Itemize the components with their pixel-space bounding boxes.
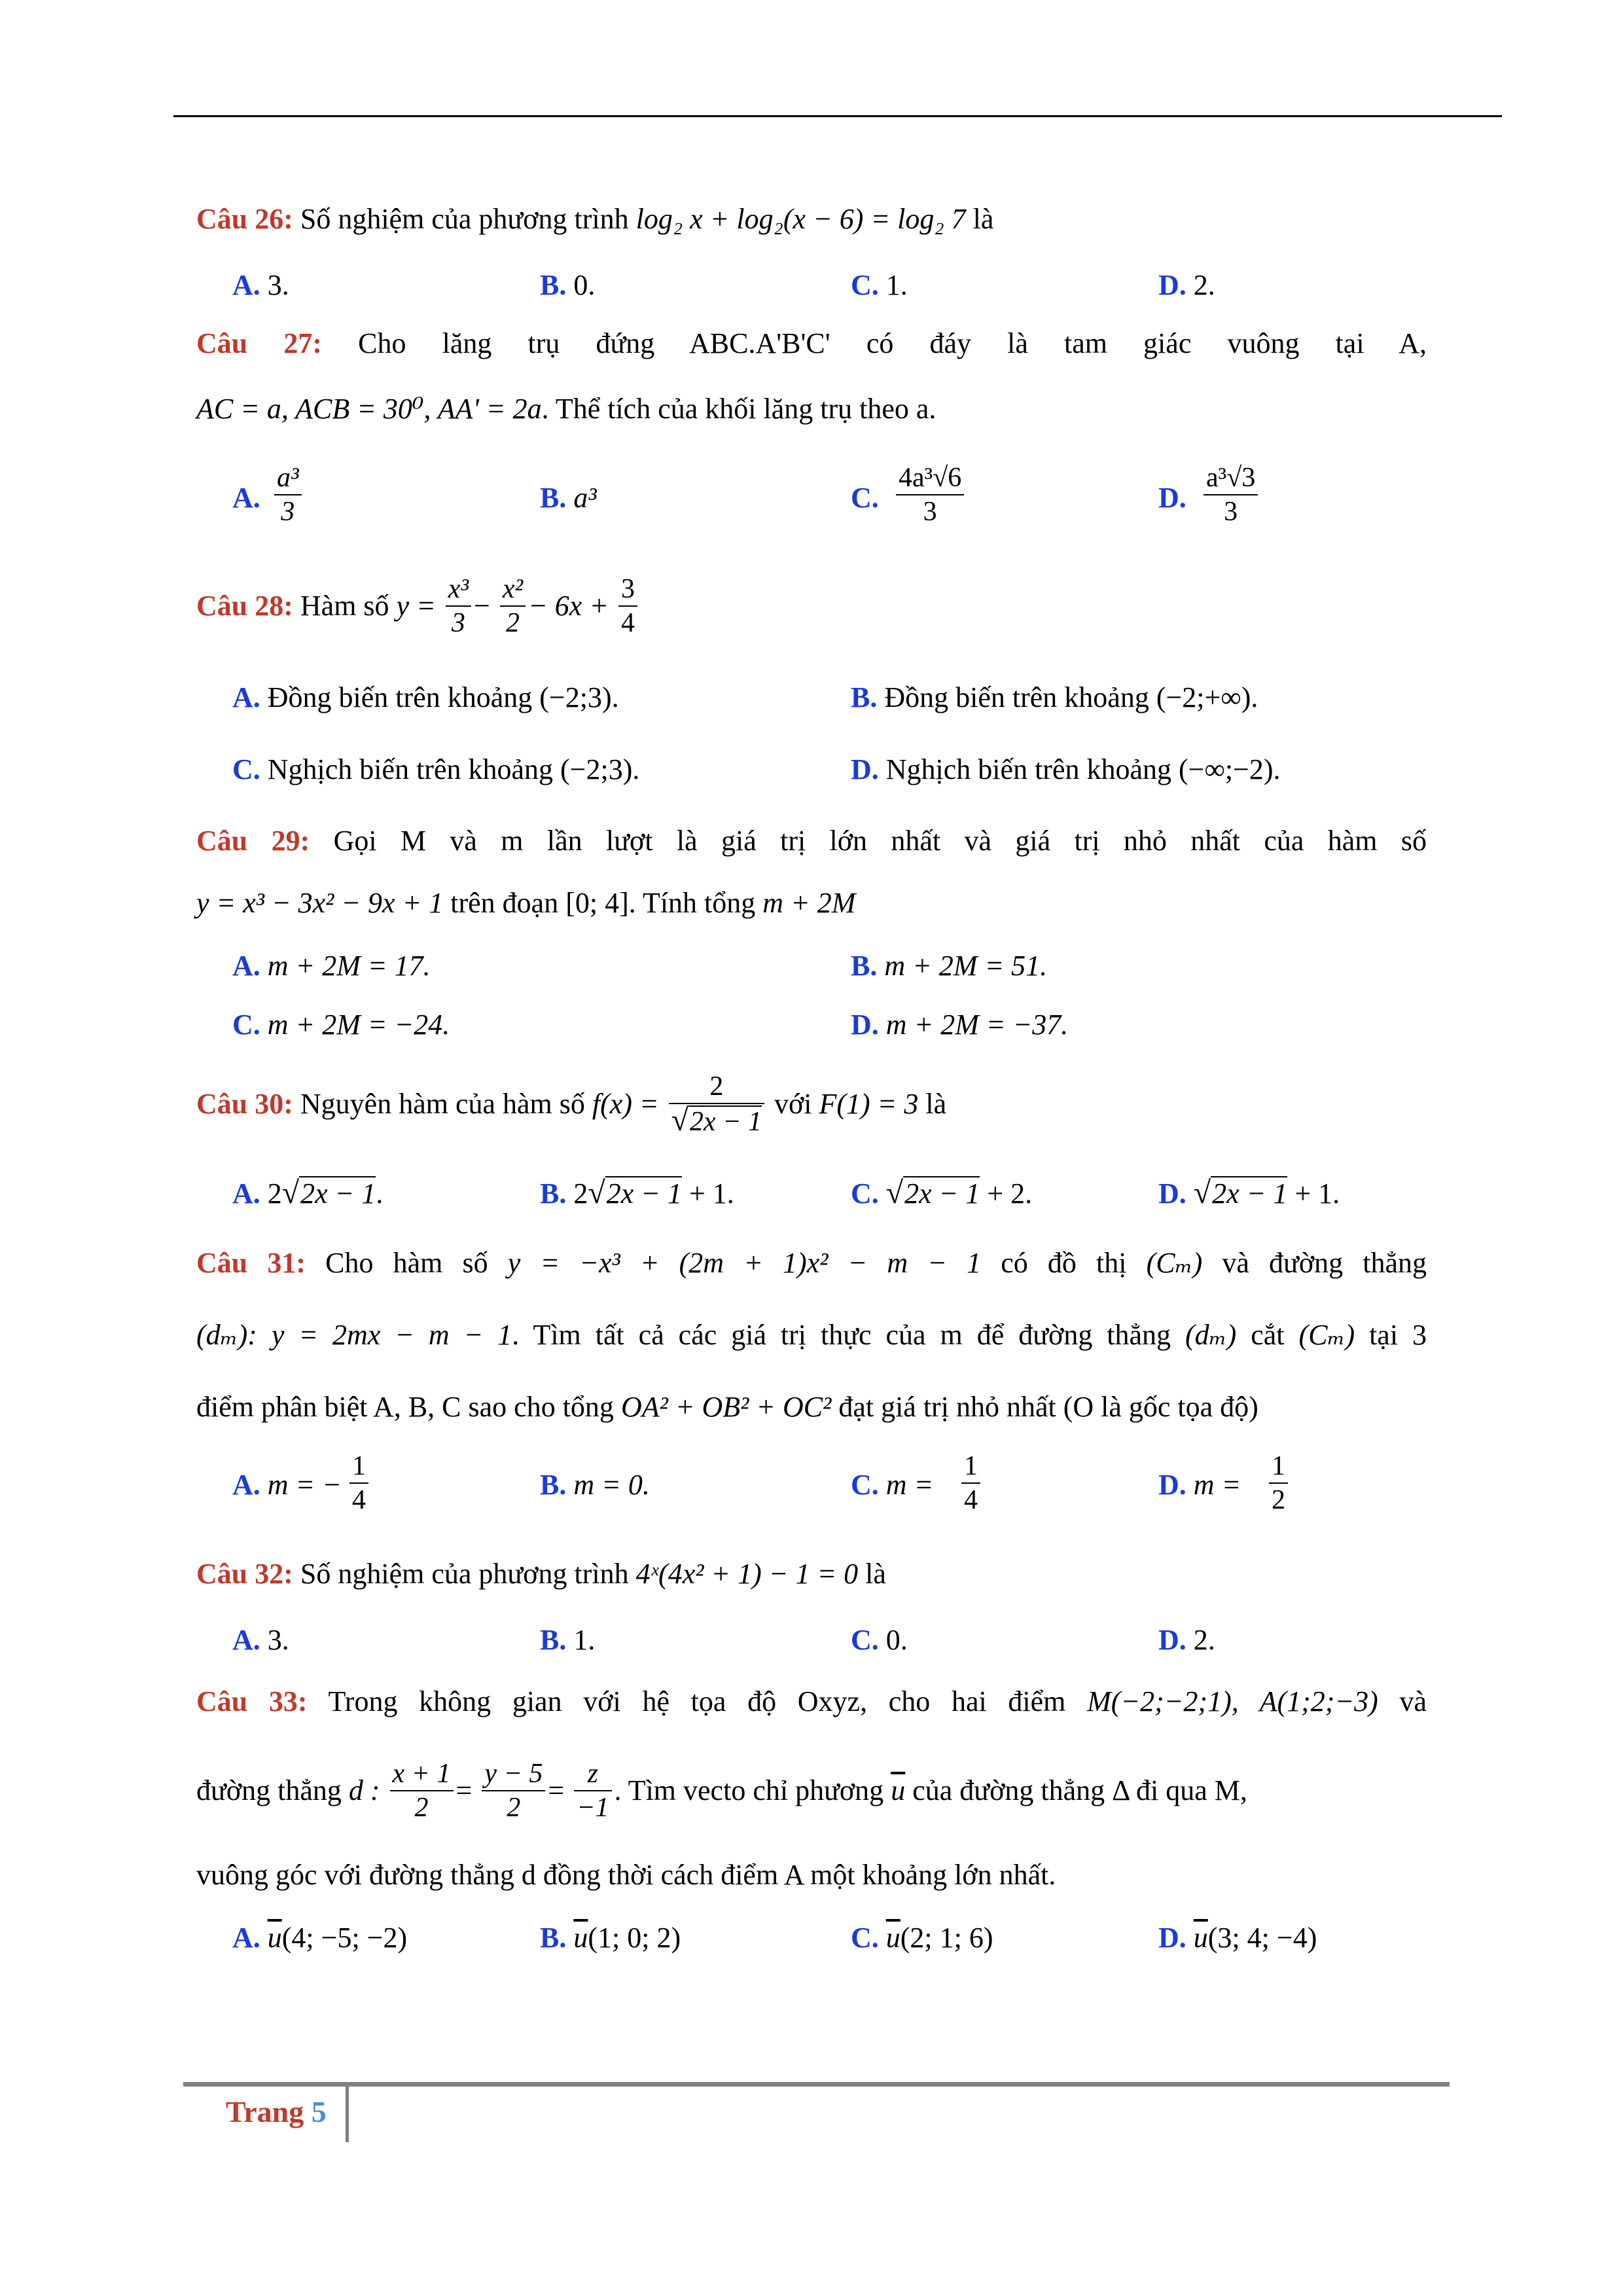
q26-options: [232, 268, 1427, 314]
question-32: Câu 32: Số nghiệm của phương trình 4ˣ(4x² + 1) − 1 = 0 là: [196, 1558, 886, 1590]
q33-option-b[interactable]: B. $\overline{u}(1$; 0; 2): [540, 1922, 681, 1954]
q26-option-d[interactable]: D. 2.: [1158, 269, 1215, 301]
q30-label: Câu 30:: [196, 1088, 293, 1120]
q29-label: Câu 29:: [196, 825, 310, 857]
q26-formula: log₂ x + log₂(x − 6) = log₂ 7: [635, 203, 966, 235]
q28-frac-1: $\frac{\text{x³}}{3}$: [446, 573, 471, 639]
q30-option-b[interactable]: B. 2√2x − 1 + 1.: [540, 1175, 734, 1210]
q27-formula: AC = a, ACB = 30⁰, AA' = 2a: [196, 393, 542, 425]
q29-option-c[interactable]: C. m + 2M = −24.: [232, 1009, 450, 1041]
q30-option-d[interactable]: D. √2x − 1 + 1.: [1158, 1175, 1340, 1210]
question-29: [196, 821, 1427, 861]
q26-option-c[interactable]: C. 1.: [851, 269, 908, 301]
q28-option-d[interactable]: D. Nghịch biến trên khoảng (−∞;−2).: [851, 753, 1281, 785]
q30-fx: f(x) =: [592, 1088, 659, 1120]
q31-option-b[interactable]: B. m = 0.: [540, 1469, 650, 1501]
q26-option-a[interactable]: A. 3.: [232, 269, 289, 301]
question-33: Câu 33: Trong không gian với hệ tọa độ Oxyz, cho hai điểm M(−2;−2;1), A(1;2;−3) và: [196, 1685, 1427, 1717]
q33-frac-x: $\frac{x + 1}{2}$: [390, 1757, 454, 1824]
q28-option-b[interactable]: B. Đồng biến trên khoảng (−2;+∞).: [851, 681, 1258, 713]
q28-option-c[interactable]: C. Nghịch biến trên khoảng (−2;3).: [232, 753, 640, 785]
q30-option-c[interactable]: C. √2x − 1 + 2.: [851, 1175, 1033, 1210]
q27-line2-text: . Thể tích của khối lăng trụ theo a.: [541, 393, 936, 425]
q27-label: Câu 27:: [196, 327, 323, 359]
q27-option-d[interactable]: D.: [1158, 482, 1186, 514]
q33-label: Câu 33:: [196, 1685, 308, 1717]
q33-option-a[interactable]: A. $\overline{u}(4$; −5; −2): [232, 1922, 408, 1954]
q32-option-b[interactable]: B. 1.: [540, 1624, 596, 1656]
q31-line3: điểm phân biệt A, B, C sao cho tổng OA² + OB² + OC² đạt giá trị nhỏ nhất (O là gốc tọa độ): [196, 1391, 1258, 1423]
q27-a-fraction: a³ 3: [274, 461, 302, 528]
q26-tail: là: [972, 203, 994, 235]
q26-option-b[interactable]: B. 0.: [540, 269, 596, 301]
question-31: Câu 31: Cho hàm số y = −x³ + (2m + 1)x² − m − 1 có đồ thị (Cₘ) và đường thẳng: [196, 1247, 1427, 1279]
question-30: Câu 30: Nguyên hàm của hàm số f(x) = $\frac{2}{√2x - 1}$ với F(1) = 3 là: [196, 1071, 947, 1138]
q33-frac-y: $\frac{y - 5}{2}$: [482, 1757, 545, 1824]
q28-text: Hàm số: [300, 590, 389, 622]
q26-text: Số nghiệm của phương trình: [300, 203, 629, 235]
q26-label: Câu 26:: [196, 203, 293, 235]
q29-option-b[interactable]: B. m + 2M = 51.: [851, 950, 1048, 982]
q32-option-a[interactable]: A. 3.: [232, 1624, 289, 1656]
q27-line2: [196, 389, 1427, 429]
q28-frac-3: $\frac{3}{4}$: [618, 573, 637, 639]
q28-options-row1: [232, 681, 1427, 726]
q33-option-d[interactable]: D. $\overline{u}(3$; 4; −4): [1158, 1922, 1317, 1954]
q28-label: Câu 28:: [196, 590, 293, 622]
q27-d-fraction: a³√3 3: [1204, 461, 1258, 528]
q33-options: [232, 1921, 1427, 1967]
q29-option-d[interactable]: D. m + 2M = −37.: [851, 1009, 1069, 1041]
q32-option-c[interactable]: C. 0.: [851, 1624, 908, 1656]
q31-option-c[interactable]: C. m =: [851, 1469, 934, 1501]
q31-option-a[interactable]: A. m = −: [232, 1469, 342, 1501]
q27-c-fraction: 4a³√6 3: [896, 461, 964, 528]
q31-d-fraction: 1 2: [1269, 1450, 1288, 1516]
q28-frac-2: $\frac{\text{x²}}{2}$: [500, 573, 526, 639]
header-rule: [173, 115, 1502, 117]
q29-text: Gọi M và m lần lượt là giá trị lớn nhất và giá trị nhỏ nhất của hàm số: [333, 825, 1427, 857]
q28-y: y =: [396, 590, 436, 622]
q31-a-fraction: 1 4: [349, 1450, 368, 1516]
q33-line3: vuông góc với đường thẳng d đồng thời cách điểm A một khoảng lớn nhất.: [196, 1859, 1056, 1891]
q27-text: Cho lăng trụ đứng ABC.A'B'C' có đáy là tam giác vuông tại A,: [358, 327, 1427, 359]
q29-option-a[interactable]: A. m + 2M = 17.: [232, 950, 431, 982]
q27-option-a[interactable]: A.: [232, 482, 260, 514]
q27-options: [232, 461, 1427, 547]
q32-option-d[interactable]: D. 2.: [1158, 1624, 1215, 1656]
q27-option-b[interactable]: B. a³: [540, 482, 597, 514]
question-27: [196, 324, 1427, 363]
q30-fraction: $\frac{2}{√2x - 1}$: [669, 1070, 764, 1138]
footer-rule: [183, 2082, 1450, 2087]
q33-frac-z: $\frac{z}{-1}$: [574, 1757, 611, 1824]
q31-label: Câu 31:: [196, 1247, 306, 1279]
question-26: [196, 200, 1427, 239]
q33-option-c[interactable]: C. $\overline{u}(2$; 1; 6): [851, 1922, 993, 1954]
q31-option-d[interactable]: D. m =: [1158, 1469, 1241, 1501]
q29-options-row1: [232, 949, 1427, 995]
q30-options: [232, 1175, 1427, 1221]
q31-line2: (dₘ): y = 2mx − m − 1. Tìm tất cả các giá trị thực của m để đường thẳng (dₘ) cắt (Cₘ) tại 3: [196, 1319, 1427, 1351]
q29-line2: y = x³ − 3x² − 9x + 1 trên đoạn [0; 4]. Tính tổng m + 2M: [196, 887, 856, 919]
q27-option-c[interactable]: C.: [851, 482, 879, 514]
q28-options-row2: [232, 753, 1427, 798]
q28-option-a[interactable]: A. Đồng biến trên khoảng (−2;3).: [232, 681, 619, 713]
q30-text: Nguyên hàm của hàm số: [300, 1088, 585, 1120]
q32-label: Câu 32:: [196, 1558, 293, 1590]
question-28: Câu 28: Hàm số y = $\frac{\text{x³}}{3}$ − $\frac{\text{x²}}{2}$ − 6x + $\frac{3}{4}$: [196, 573, 1427, 645]
q32-options: [232, 1623, 1427, 1669]
q31-options: [232, 1450, 1427, 1528]
q33-line2: đường thẳng d : $\frac{x + 1}{2}$ = $\frac{y - 5}{2}$ = $\frac{z}{-1}$ . Tìm vecto chỉ phương $\overline{u}$ của đường thẳng Δ đi qua M,: [196, 1759, 1247, 1823]
q30-option-a[interactable]: A. 2√2x − 1.: [232, 1175, 383, 1210]
q29-options-row2: [232, 1008, 1427, 1054]
page-number: Trang 5: [226, 2095, 327, 2128]
footer-divider: [346, 2087, 349, 2142]
q31-c-fraction: 1 4: [961, 1450, 980, 1516]
